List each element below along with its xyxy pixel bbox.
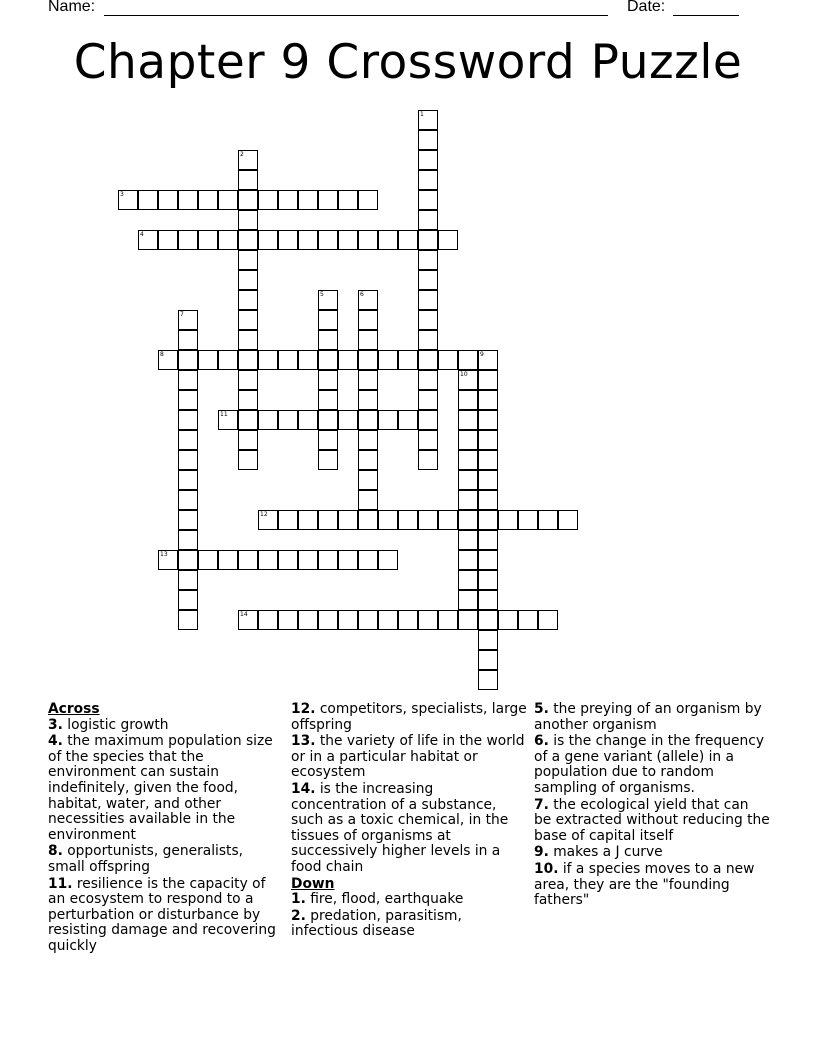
clue-down-9 xyxy=(534,845,770,861)
grid-cell[interactable] xyxy=(358,450,378,470)
grid-cell[interactable] xyxy=(418,170,438,190)
clue-number: 13. xyxy=(291,733,316,750)
grid-cell[interactable] xyxy=(478,510,498,530)
grid-cell[interactable] xyxy=(338,610,358,630)
grid-cell[interactable] xyxy=(178,450,198,470)
cell-number: 3 xyxy=(120,191,124,198)
clue-text: the preying of an organism by another organism xyxy=(534,701,762,733)
grid-cell[interactable] xyxy=(358,190,378,210)
clue-text: resilience is the capacity of an ecosystem to respond to a perturbation or disturbance by resisting damage and recovering quickly xyxy=(48,875,276,954)
grid-cell[interactable] xyxy=(478,550,498,570)
grid-cell[interactable] xyxy=(178,230,198,250)
grid-cell[interactable] xyxy=(258,550,278,570)
clue-number: 9. xyxy=(534,844,549,861)
grid-cell[interactable] xyxy=(298,410,318,430)
grid-cell[interactable] xyxy=(358,550,378,570)
grid-cell[interactable] xyxy=(178,530,198,550)
clue-text: the maximum population size of the species that the environment can sustain indefinitely, given the food, habitat, water, and other necessities available in the environment xyxy=(48,733,273,843)
grid-cell[interactable] xyxy=(238,350,258,370)
clue-number: 10. xyxy=(534,860,559,877)
grid-cell[interactable] xyxy=(458,350,478,370)
grid-cell[interactable] xyxy=(418,610,438,630)
grid-cell[interactable] xyxy=(418,290,438,310)
grid-cell[interactable] xyxy=(238,370,258,390)
clue-text: logistic growth xyxy=(62,716,169,733)
grid-cell[interactable] xyxy=(318,370,338,390)
grid-cell[interactable] xyxy=(418,430,438,450)
grid-cell[interactable] xyxy=(478,590,498,610)
clue-text: makes a J curve xyxy=(548,844,663,861)
grid-cell[interactable] xyxy=(138,190,158,210)
grid-cell[interactable] xyxy=(178,610,198,630)
clue-text: is the change in the frequency of a gene variant (allele) in a population due to random sampling of organisms. xyxy=(534,733,765,796)
grid-cell[interactable] xyxy=(278,510,298,530)
grid-cell[interactable] xyxy=(518,610,538,630)
grid-cell[interactable] xyxy=(458,430,478,450)
grid-cell[interactable] xyxy=(318,610,338,630)
grid-cell[interactable] xyxy=(438,230,458,250)
grid-cell[interactable] xyxy=(478,610,498,630)
date-label: Date: xyxy=(627,0,666,15)
cell-number: 13 xyxy=(160,551,168,558)
grid-cell[interactable] xyxy=(178,190,198,210)
cell-number: 4 xyxy=(140,231,144,238)
grid-cell[interactable] xyxy=(478,570,498,590)
grid-cell[interactable] xyxy=(258,230,278,250)
clue-text: competitors, specialists, large offspring xyxy=(291,701,527,733)
clues-column-1 xyxy=(48,702,284,956)
cell-number: 6 xyxy=(360,291,364,298)
clue-down-5 xyxy=(534,702,770,733)
grid-cell[interactable] xyxy=(478,430,498,450)
clue-number: 5. xyxy=(534,701,549,717)
grid-cell[interactable] xyxy=(298,190,318,210)
grid-cell[interactable] xyxy=(158,190,178,210)
grid-cell[interactable] xyxy=(478,470,498,490)
grid-cell[interactable] xyxy=(338,410,358,430)
grid-cell[interactable] xyxy=(358,430,378,450)
grid-cell[interactable] xyxy=(318,510,338,530)
grid-cell[interactable] xyxy=(238,430,258,450)
clue-text: the variety of life in the world or in a particular habitat or ecosystem xyxy=(291,733,525,781)
grid-cell[interactable] xyxy=(458,530,478,550)
grid-cell[interactable] xyxy=(238,610,258,630)
grid-cell[interactable] xyxy=(318,550,338,570)
cell-number: 12 xyxy=(260,511,268,518)
clue-text: is the increasing concentration of a substance, such as a toxic chemical, in the tissues of organisms at successively higher levels in a food chain xyxy=(291,780,509,875)
grid-cell[interactable] xyxy=(378,550,398,570)
clue-number: 2. xyxy=(291,907,306,924)
grid-cell[interactable] xyxy=(318,190,338,210)
grid-cell[interactable] xyxy=(438,350,458,370)
grid-cell[interactable] xyxy=(258,610,278,630)
clue-number: 4. xyxy=(48,733,63,750)
grid-cell[interactable] xyxy=(178,570,198,590)
grid-cell[interactable] xyxy=(498,610,518,630)
grid-cell[interactable] xyxy=(178,510,198,530)
grid-cell[interactable] xyxy=(178,470,198,490)
grid-cell[interactable] xyxy=(378,510,398,530)
grid-cell[interactable] xyxy=(218,230,238,250)
grid-cell[interactable] xyxy=(338,510,358,530)
grid-cell[interactable] xyxy=(218,350,238,370)
clues-column-3 xyxy=(534,702,770,910)
grid-cell[interactable] xyxy=(298,510,318,530)
grid-cell[interactable] xyxy=(358,390,378,410)
grid-cell[interactable] xyxy=(418,450,438,470)
grid-cell[interactable] xyxy=(418,110,438,130)
grid-cell[interactable] xyxy=(378,610,398,630)
grid-cell[interactable] xyxy=(478,670,498,690)
grid-cell[interactable] xyxy=(238,330,258,350)
grid-cell[interactable] xyxy=(258,410,278,430)
clue-across-14 xyxy=(291,782,527,876)
grid-cell[interactable] xyxy=(178,590,198,610)
grid-cell[interactable] xyxy=(278,350,298,370)
grid-cell[interactable] xyxy=(238,410,258,430)
clue-down-1 xyxy=(291,892,527,908)
grid-cell[interactable] xyxy=(338,230,358,250)
clue-number: 12. xyxy=(291,701,316,717)
grid-cell[interactable] xyxy=(238,210,258,230)
grid-cell[interactable] xyxy=(358,330,378,350)
grid-cell[interactable] xyxy=(318,230,338,250)
grid-cell[interactable] xyxy=(458,390,478,410)
grid-cell[interactable] xyxy=(358,350,378,370)
grid-cell[interactable] xyxy=(398,510,418,530)
grid-cell[interactable] xyxy=(238,290,258,310)
grid-cell[interactable] xyxy=(158,230,178,250)
grid-cell[interactable] xyxy=(178,330,198,350)
grid-cell[interactable] xyxy=(278,190,298,210)
grid-cell[interactable] xyxy=(418,210,438,230)
clue-number: 11. xyxy=(48,875,73,892)
clue-text: opportunists, generalists, small offspring xyxy=(48,843,244,875)
grid-cell[interactable] xyxy=(418,150,438,170)
cell-number: 8 xyxy=(160,351,164,358)
grid-cell[interactable] xyxy=(298,350,318,370)
cell-number: 2 xyxy=(240,151,244,158)
grid-cell[interactable] xyxy=(178,410,198,430)
grid-cell[interactable] xyxy=(378,230,398,250)
grid-cell[interactable] xyxy=(258,510,278,530)
grid-cell[interactable] xyxy=(418,130,438,150)
grid-cell[interactable] xyxy=(278,550,298,570)
grid-cell[interactable] xyxy=(478,530,498,550)
grid-cell[interactable] xyxy=(238,250,258,270)
grid-cell[interactable] xyxy=(238,170,258,190)
grid-cell[interactable] xyxy=(458,450,478,470)
cell-number: 9 xyxy=(480,351,484,358)
grid-cell[interactable] xyxy=(218,550,238,570)
grid-cell[interactable] xyxy=(318,410,338,430)
grid-cell[interactable] xyxy=(398,610,418,630)
grid-cell[interactable] xyxy=(298,550,318,570)
grid-cell[interactable] xyxy=(418,370,438,390)
grid-cell[interactable] xyxy=(538,610,558,630)
grid-cell[interactable] xyxy=(418,190,438,210)
clue-down-7 xyxy=(534,798,770,845)
clue-number: 3. xyxy=(48,716,63,733)
grid-cell[interactable] xyxy=(418,230,438,250)
grid-cell[interactable] xyxy=(538,510,558,530)
grid-cell[interactable] xyxy=(138,230,158,250)
grid-cell[interactable] xyxy=(478,350,498,370)
grid-cell[interactable] xyxy=(478,650,498,670)
grid-cell[interactable] xyxy=(178,370,198,390)
grid-cell[interactable] xyxy=(298,610,318,630)
grid-cell[interactable] xyxy=(318,310,338,330)
grid-cell[interactable] xyxy=(278,230,298,250)
grid-cell[interactable] xyxy=(318,390,338,410)
grid-cell[interactable] xyxy=(478,370,498,390)
clue-number: 8. xyxy=(48,843,63,860)
grid-cell[interactable] xyxy=(558,510,578,530)
grid-cell[interactable] xyxy=(278,610,298,630)
grid-cell[interactable] xyxy=(318,330,338,350)
grid-cell[interactable] xyxy=(358,610,378,630)
grid-cell[interactable] xyxy=(418,390,438,410)
grid-cell[interactable] xyxy=(358,510,378,530)
grid-cell[interactable] xyxy=(398,230,418,250)
grid-cell[interactable] xyxy=(298,230,318,250)
grid-cell[interactable] xyxy=(378,350,398,370)
grid-cell[interactable] xyxy=(378,410,398,430)
grid-cell[interactable] xyxy=(418,310,438,330)
grid-cell[interactable] xyxy=(218,190,238,210)
clue-across-8 xyxy=(48,844,284,875)
grid-cell[interactable] xyxy=(418,250,438,270)
cell-number: 5 xyxy=(320,291,324,298)
grid-cell[interactable] xyxy=(418,510,438,530)
grid-cell[interactable] xyxy=(458,590,478,610)
grid-cell[interactable] xyxy=(318,450,338,470)
grid-cell[interactable] xyxy=(178,390,198,410)
clue-text: predation, parasitism, infectious disease xyxy=(291,907,462,940)
grid-cell[interactable] xyxy=(458,370,478,390)
grid-cell[interactable] xyxy=(238,150,258,170)
clue-number: 6. xyxy=(534,733,549,750)
grid-cell[interactable] xyxy=(238,390,258,410)
grid-cell[interactable] xyxy=(458,490,478,510)
down-heading: Down xyxy=(291,875,335,892)
grid-cell[interactable] xyxy=(318,430,338,450)
grid-cell[interactable] xyxy=(238,190,258,210)
grid-cell[interactable] xyxy=(478,390,498,410)
clue-text: if a species moves to a new area, they are the "founding fathers" xyxy=(534,860,755,909)
grid-cell[interactable] xyxy=(238,310,258,330)
grid-cell[interactable] xyxy=(358,410,378,430)
cell-number: 1 xyxy=(420,111,424,118)
grid-cell[interactable] xyxy=(498,510,518,530)
grid-cell[interactable] xyxy=(458,550,478,570)
grid-cell[interactable] xyxy=(258,190,278,210)
grid-cell[interactable] xyxy=(198,350,218,370)
clue-number: 1. xyxy=(291,891,306,908)
grid-cell[interactable] xyxy=(338,190,358,210)
grid-cell[interactable] xyxy=(338,350,358,370)
grid-cell[interactable] xyxy=(418,350,438,370)
grid-cell[interactable] xyxy=(458,610,478,630)
grid-cell[interactable] xyxy=(418,330,438,350)
grid-cell[interactable] xyxy=(238,230,258,250)
grid-cell[interactable] xyxy=(318,290,338,310)
grid-cell[interactable] xyxy=(478,450,498,470)
grid-cell[interactable] xyxy=(358,310,378,330)
clue-across-3 xyxy=(48,718,284,734)
clue-down-2 xyxy=(291,909,527,940)
grid-cell[interactable] xyxy=(278,410,298,430)
grid-cell[interactable] xyxy=(198,550,218,570)
grid-cell[interactable] xyxy=(198,230,218,250)
grid-cell[interactable] xyxy=(358,290,378,310)
grid-cell[interactable] xyxy=(358,370,378,390)
grid-cell[interactable] xyxy=(158,350,178,370)
grid-cell[interactable] xyxy=(238,270,258,290)
grid-cell[interactable] xyxy=(398,350,418,370)
grid-cell[interactable] xyxy=(118,190,138,210)
clue-across-4 xyxy=(48,734,284,843)
grid-cell[interactable] xyxy=(458,410,478,430)
grid-cell[interactable] xyxy=(238,450,258,470)
name-label: Name: xyxy=(48,0,96,15)
grid-cell[interactable] xyxy=(158,550,178,570)
page-title: Chapter 9 Crossword Puzzle xyxy=(73,35,743,90)
grid-cell[interactable] xyxy=(518,510,538,530)
grid-cell[interactable] xyxy=(198,190,218,210)
clue-across-13 xyxy=(291,734,527,781)
grid-cell[interactable] xyxy=(478,490,498,510)
grid-cell[interactable] xyxy=(458,470,478,490)
clue-across-11 xyxy=(48,877,284,955)
clue-down-10 xyxy=(534,862,770,909)
clues-column-2 xyxy=(291,702,527,941)
grid-cell[interactable] xyxy=(438,610,458,630)
cell-number: 11 xyxy=(220,411,228,418)
grid-cell[interactable] xyxy=(358,470,378,490)
clue-text: fire, flood, earthquake xyxy=(305,891,464,908)
grid-cell[interactable] xyxy=(178,490,198,510)
across-heading: Across xyxy=(48,701,100,717)
grid-cell[interactable] xyxy=(478,630,498,650)
clue-across-12 xyxy=(291,702,527,733)
grid-cell[interactable] xyxy=(178,350,198,370)
grid-cell[interactable] xyxy=(178,310,198,330)
grid-cell[interactable] xyxy=(178,550,198,570)
grid-cell[interactable] xyxy=(338,550,358,570)
clue-down-6 xyxy=(534,734,770,796)
grid-cell[interactable] xyxy=(358,230,378,250)
grid-cell[interactable] xyxy=(458,510,478,530)
grid-cell[interactable] xyxy=(418,410,438,430)
clue-number: 14. xyxy=(291,780,316,797)
grid-cell[interactable] xyxy=(458,570,478,590)
grid-cell[interactable] xyxy=(358,490,378,510)
cell-number: 10 xyxy=(460,371,468,378)
grid-cell[interactable] xyxy=(398,410,418,430)
grid-cell[interactable] xyxy=(418,270,438,290)
clue-text: the ecological yield that can be extracted without reducing the base of capital itself xyxy=(534,796,770,844)
grid-cell[interactable] xyxy=(238,550,258,570)
grid-cell[interactable] xyxy=(258,350,278,370)
clue-number: 7. xyxy=(534,796,549,813)
grid-cell[interactable] xyxy=(318,350,338,370)
grid-cell[interactable] xyxy=(178,430,198,450)
grid-cell[interactable] xyxy=(438,510,458,530)
cell-number: 7 xyxy=(180,311,184,318)
cell-number: 14 xyxy=(240,611,248,618)
grid-cell[interactable] xyxy=(218,410,238,430)
grid-cell[interactable] xyxy=(478,410,498,430)
